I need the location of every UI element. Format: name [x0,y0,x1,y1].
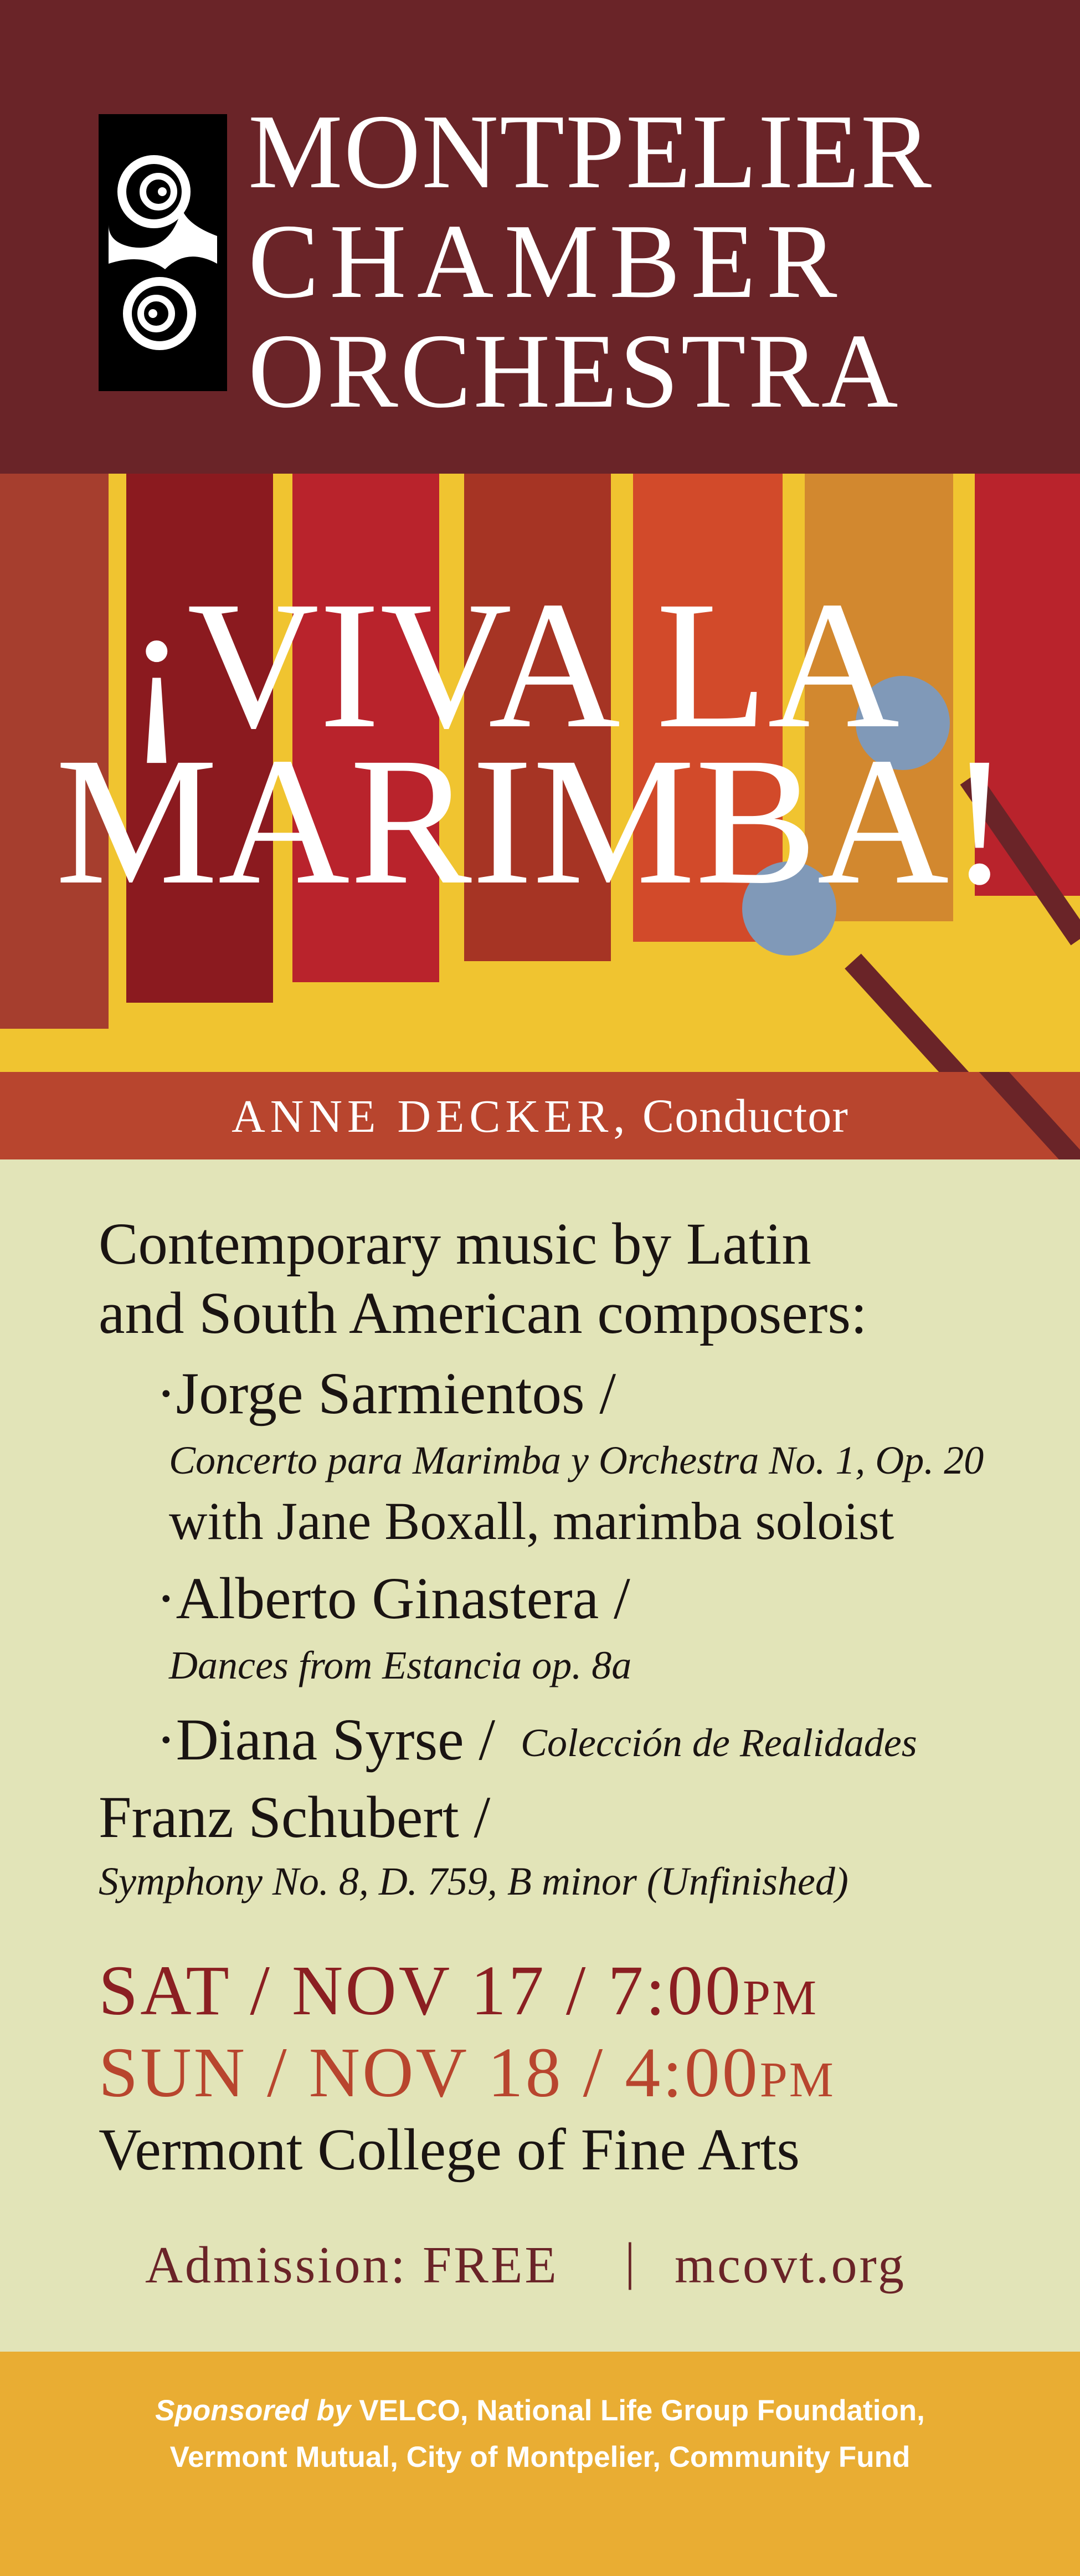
event-title-line-1: ¡VIVA LA [126,564,900,766]
closing-composer: Franz Schubert / [99,1785,491,1850]
separator: | [625,2233,635,2290]
sponsors-line-1 [0,2388,1080,2434]
sponsors-lead: Sponsored by [155,2394,351,2427]
orchestra-name-line-1: MONTPELIER [248,93,933,211]
event-title-line-2: MARIMBA! [55,720,1010,922]
sponsors-list-1: VELCO, National Life Group Foundation, [359,2394,925,2427]
program-item-work: Concerto para Marimba y Orchestra No. 1, Op. 20 [169,1438,984,1482]
program-intro-line-2: and South American composers: [99,1281,867,1346]
conductor-credit [0,1072,1080,1159]
sponsors-list-2: Vermont Mutual, City of Montpelier, Community Fund [169,2441,911,2474]
program-item-work: Colección de Realidades [521,1721,917,1765]
program-item-note: with Jane Boxall, marimba soloist [169,1491,894,1551]
date-sunday-suffix: PM [759,2052,835,2107]
conductor-name: ANNE DECKER, [232,1091,630,1142]
program-item-composer: ·Diana Syrse / [156,1707,496,1773]
conductor-role: Conductor [642,1089,848,1142]
program-item-composer: ·Jorge Sarmientos / [156,1361,616,1426]
date-saturday-text: SAT / NOV 17 / 7:00 [99,1951,743,2030]
orchestra-name [248,93,1057,430]
website-link[interactable]: mcovt.org [675,2236,907,2294]
program-intro-line-1: Contemporary music by Latin [99,1212,811,1277]
orchestra-name-line-2: CHAMBER [248,202,848,320]
date-saturday [99,1950,818,2031]
orchestra-logo-icon [99,114,227,391]
program-item-composer: ·Alberto Ginastera / [156,1566,630,1631]
venue: Vermont College of Fine Arts [99,2117,800,2183]
date-saturday-suffix: PM [743,1971,819,2025]
sponsors-text [0,2388,1080,2481]
orchestra-name-line-3: ORCHESTRA [248,312,901,430]
date-sunday-text: SUN / NOV 18 / 4:00 [99,2033,760,2112]
date-sunday [99,2032,835,2113]
program-item-work: Dances from Estancia op. 8a [169,1643,632,1687]
admission-info: Admission: FREE [145,2236,559,2294]
closing-work: Symphony No. 8, D. 759, B minor (Unfinished) [99,1859,848,1903]
